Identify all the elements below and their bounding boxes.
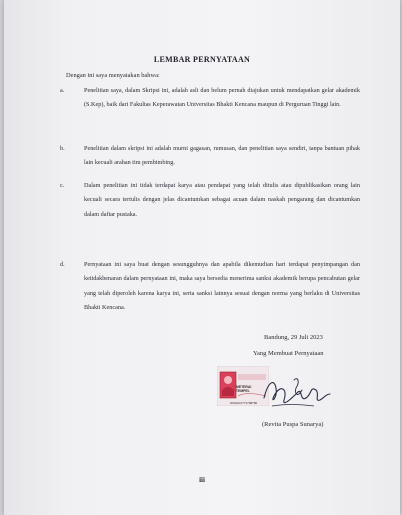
maker-title: Yang Membuat Pernyataan	[253, 350, 324, 357]
item-marker: d.	[60, 261, 65, 268]
item-marker: a.	[60, 87, 65, 94]
statement-item-a	[60, 84, 360, 113]
item-text: Penelitian dalam skripsi ini adalah murni gagasan, rumusan, dan penelitian saya sendiri, tanpa bantuan pihak lain kecuali arahan tim pembimbing.	[84, 145, 360, 167]
stamp-label-line: TEMPEL	[236, 388, 250, 393]
place-date: Bandung, 29 Juli 2023	[264, 334, 323, 341]
stamp-label-line: METERAI	[236, 385, 252, 389]
stamp-label	[236, 386, 251, 394]
document-title: LEMBAR PERNYATAAN	[153, 55, 251, 64]
document-page	[4, 0, 400, 515]
item-text: Penelitian saya, dalam Skripsi ini, adalah asli dan belum pernah diajukan untuk mendapatkan gelar akademik (S.Kep), baik dari Fakultas Keperawatan Universitas Bhakti Kencana maupun di Perguruan Tinggi lain.	[84, 87, 360, 109]
item-marker: b.	[60, 145, 65, 152]
signer-name: (Revita Puspa Sunarya)	[262, 421, 324, 428]
signature-icon	[254, 368, 334, 418]
statement-item-d	[60, 258, 360, 315]
intro-text: Dengan ini saya menyatakan bahwa:	[66, 72, 160, 79]
statement-item-b	[60, 142, 360, 171]
statement-item-c	[60, 179, 360, 222]
item-text: Pernyataan ini saya buat dengan sesungguhnya dan apabila dikemudian hari terdapat penyimpangan dan ketidakbenaran dalam pernyataan ini, maka saya bersedia menerima sanksi akademik berupa pencabutan gelar yang telah diperoleh karena karya ini, serta sanksi lainnya sesuai dengan norma yang berlaku di Universitas Bhakti Kencana.	[84, 261, 360, 311]
item-text: Dalam penelitian ini tidak terdapat karya atau pendapat yang telah ditulis atau dipublikasikan orang lain kecuali secara tertulis dengan jelas dicantumkan sebagai acuan dalam naskah pengarang dan dicantumkan dalam daftar pustaka.	[84, 182, 360, 218]
stamp-serial: 9ONAKX771798780	[230, 401, 258, 405]
item-marker: c.	[60, 182, 65, 189]
page-number: iii	[199, 476, 205, 484]
